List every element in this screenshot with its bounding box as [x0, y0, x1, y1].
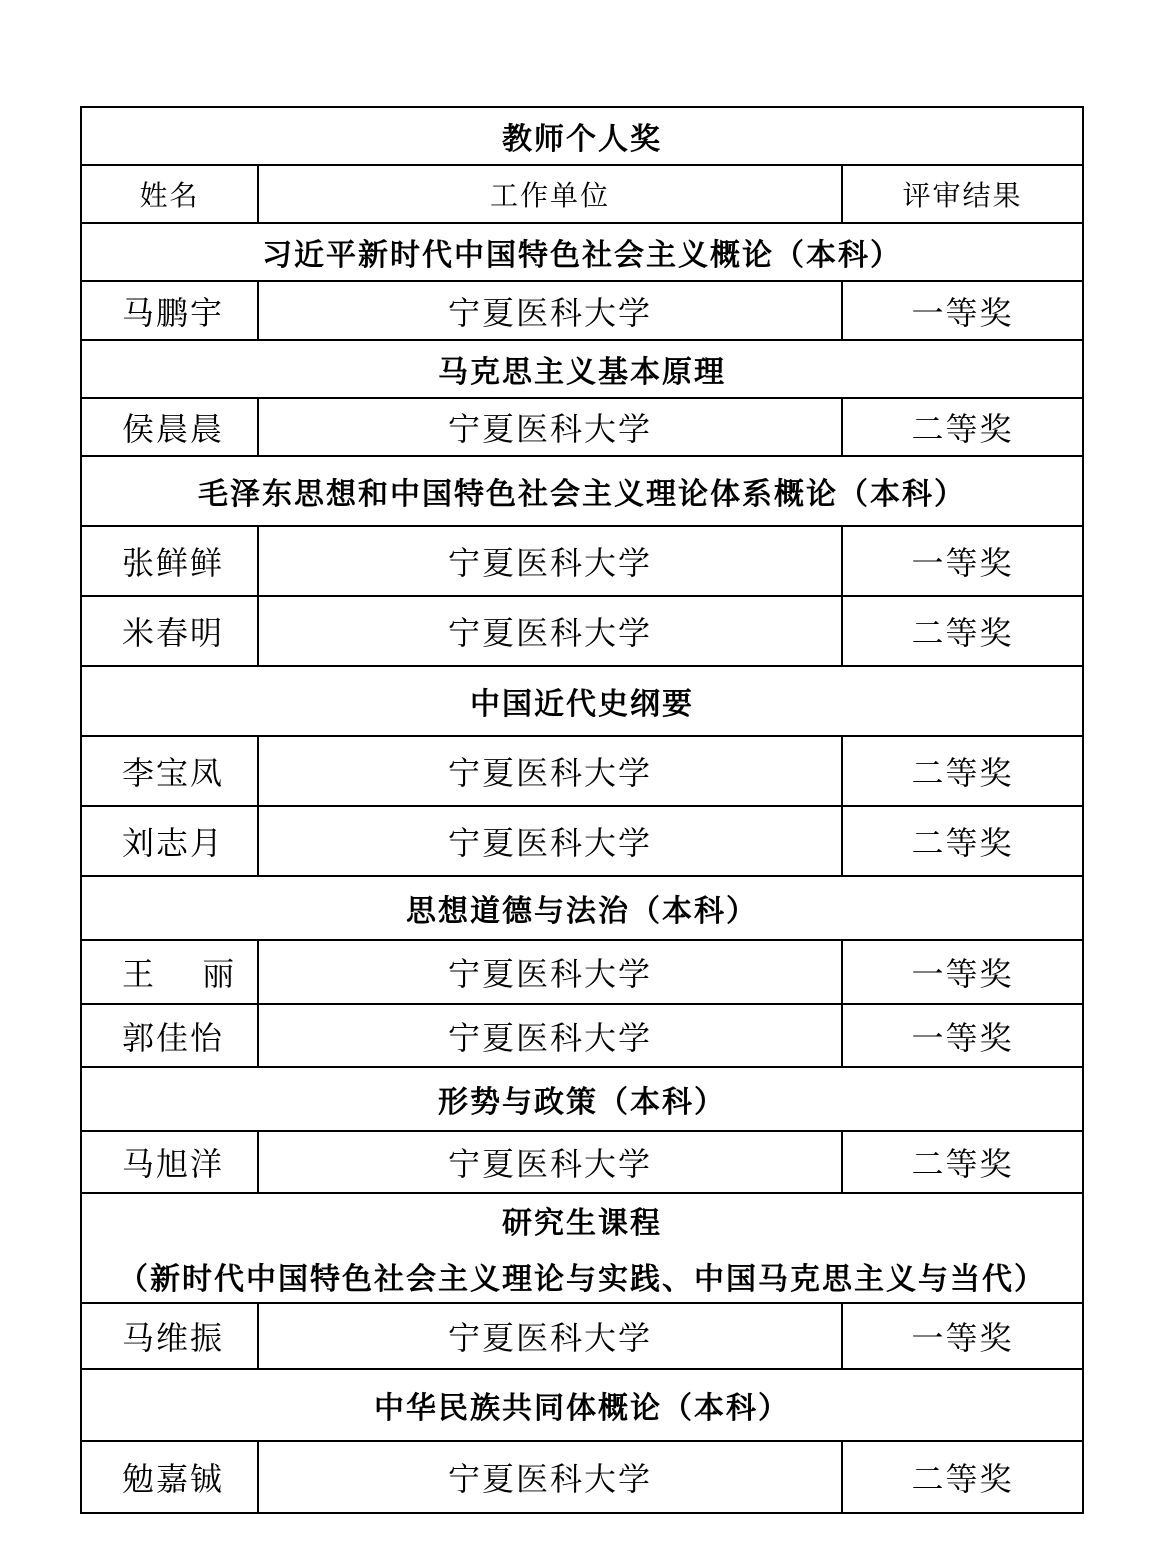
table-row — [81, 596, 1083, 666]
category-row — [81, 456, 1083, 526]
award-result: 二等奖 — [842, 596, 1083, 666]
work-unit: 宁夏医科大学 — [258, 596, 842, 666]
table-row — [81, 736, 1083, 806]
table-row — [81, 940, 1083, 1004]
teacher-name: 侯晨晨 — [81, 398, 258, 456]
category-title — [81, 1193, 1083, 1303]
category-row — [81, 340, 1083, 398]
table-row — [81, 526, 1083, 596]
teacher-name: 刘志月 — [81, 806, 258, 876]
category-title: 毛泽东思想和中国特色社会主义理论体系概论（本科） — [81, 456, 1083, 526]
award-result: 二等奖 — [842, 1441, 1083, 1513]
table-title: 教师个人奖 — [81, 107, 1083, 165]
header-name: 姓名 — [81, 165, 258, 223]
teacher-name: 马旭洋 — [81, 1131, 258, 1193]
work-unit: 宁夏医科大学 — [258, 398, 842, 456]
work-unit: 宁夏医科大学 — [258, 806, 842, 876]
category-row — [81, 876, 1083, 940]
work-unit: 宁夏医科大学 — [258, 526, 842, 596]
category-row — [81, 1193, 1083, 1303]
category-title: 马克思主义基本原理 — [81, 340, 1083, 398]
category-title-line1: 研究生课程 — [502, 1206, 662, 1241]
teacher-name: 李宝凤 — [81, 736, 258, 806]
award-result: 一等奖 — [842, 1303, 1083, 1369]
award-result: 二等奖 — [842, 398, 1083, 456]
award-result: 二等奖 — [842, 1131, 1083, 1193]
table-row — [81, 1131, 1083, 1193]
teacher-name: 米春明 — [81, 596, 258, 666]
category-row — [81, 223, 1083, 281]
award-result: 一等奖 — [842, 526, 1083, 596]
category-row — [81, 666, 1083, 736]
work-unit: 宁夏医科大学 — [258, 281, 842, 340]
award-result: 二等奖 — [842, 806, 1083, 876]
teacher-name: 马维振 — [81, 1303, 258, 1369]
teacher-name: 张鲜鲜 — [81, 526, 258, 596]
table-row — [81, 398, 1083, 456]
header-result: 评审结果 — [842, 165, 1083, 223]
table-row — [81, 1441, 1083, 1513]
category-title: 习近平新时代中国特色社会主义概论（本科） — [81, 223, 1083, 281]
work-unit: 宁夏医科大学 — [258, 940, 842, 1004]
awards-table — [80, 106, 1084, 1514]
table-row — [81, 1303, 1083, 1369]
work-unit: 宁夏医科大学 — [258, 736, 842, 806]
work-unit: 宁夏医科大学 — [258, 1131, 842, 1193]
award-result: 一等奖 — [842, 1004, 1083, 1067]
table-title-row — [81, 107, 1083, 165]
header-row — [81, 165, 1083, 223]
award-result: 一等奖 — [842, 940, 1083, 1004]
teacher-name: 郭佳怡 — [81, 1004, 258, 1067]
category-title: 中华民族共同体概论（本科） — [81, 1369, 1083, 1441]
teacher-name: 王 丽 — [81, 940, 258, 1004]
table-row — [81, 1004, 1083, 1067]
work-unit: 宁夏医科大学 — [258, 1004, 842, 1067]
teacher-name: 马鹏宇 — [81, 281, 258, 340]
award-result: 一等奖 — [842, 281, 1083, 340]
category-title: 形势与政策（本科） — [81, 1067, 1083, 1131]
work-unit: 宁夏医科大学 — [258, 1441, 842, 1513]
category-row — [81, 1067, 1083, 1131]
category-row — [81, 1369, 1083, 1441]
category-title: 中国近代史纲要 — [81, 666, 1083, 736]
category-title-line2: （新时代中国特色社会主义理论与实践、中国马克思主义与当代） — [118, 1262, 1046, 1297]
table-row — [81, 281, 1083, 340]
category-title: 思想道德与法治（本科） — [81, 876, 1083, 940]
award-result: 二等奖 — [842, 736, 1083, 806]
header-unit: 工作单位 — [258, 165, 842, 223]
table-row — [81, 806, 1083, 876]
teacher-name: 勉嘉铖 — [81, 1441, 258, 1513]
work-unit: 宁夏医科大学 — [258, 1303, 842, 1369]
